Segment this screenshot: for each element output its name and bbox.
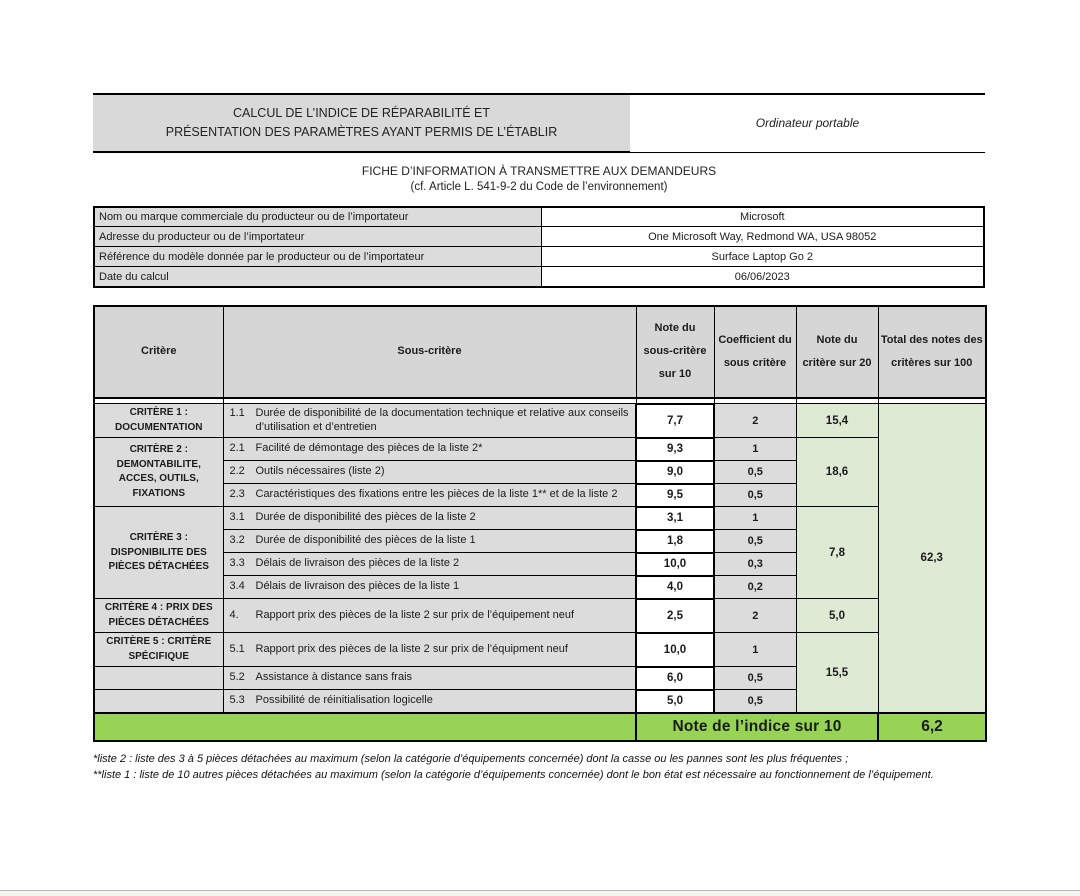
manufacturer-info-table (93, 206, 985, 288)
col-header-note-sur-20: Note du critère sur 20 (796, 306, 878, 398)
note-sur-10-cell: 9,5 (636, 484, 714, 507)
note-sur-10-cell: 9,3 (636, 438, 714, 461)
note-sur-10-cell: 10,0 (636, 553, 714, 576)
col-header-sous-critere: Sous-critère (223, 306, 636, 398)
final-score-label: Note de l’indice sur 10 (636, 713, 878, 741)
subcriterion-text: Caractéristiques des fixations entre les pièces de la liste 1** et de la liste 2 (255, 488, 618, 501)
subcriterion-text: Outils nécessaires (liste 2) (255, 465, 385, 478)
footnote-liste2: *liste 2 : liste des 3 à 5 pièces détachées au maximum (selon la catégorie d’équipements concernée) dont la casse ou les pannes sont les plus fréquentes ; (93, 752, 849, 765)
subcriterion-number: 5.1 (229, 642, 245, 655)
info-label: Référence du modèle donnée par le producteur ou de l’importateur (94, 247, 541, 267)
subcriterion-text: Facilité de démontage des pièces de la liste 2* (255, 442, 483, 455)
info-row-model (94, 247, 984, 267)
note-sur-10-cell: 2,5 (636, 599, 714, 633)
subcriterion-cell (223, 507, 636, 530)
note-sur-10-cell: 7,7 (636, 404, 714, 438)
subcriterion-cell (223, 553, 636, 576)
subcriterion-number: 5.2 (229, 671, 245, 684)
subcriterion-number: 5.3 (229, 694, 245, 707)
info-row-address (94, 227, 984, 247)
note-sur-10-cell: 9,0 (636, 461, 714, 484)
table-row (94, 599, 986, 633)
subcriterion-number: 3.2 (229, 534, 245, 547)
table-row (94, 404, 986, 438)
product-category-box (630, 93, 985, 153)
subcriterion-cell (223, 438, 636, 461)
document-page (93, 93, 985, 784)
criterion-2-label: CRITÈRE 2 : DEMONTABILITE, ACCES, OUTILS, FIXATIONS (94, 438, 223, 507)
subtitle-line1: FICHE D’INFORMATION À TRANSMETTRE AUX DEMANDEURS (361, 163, 717, 178)
subcriterion-text: Durée de disponibilité de la documentation technique et relative aux conseils d’utilisation et d’entretien (255, 407, 629, 433)
document-subtitle (93, 164, 985, 193)
subcriterion-cell (223, 576, 636, 599)
product-category-label: Ordinateur portable (755, 116, 860, 131)
final-score-empty-cell (94, 713, 636, 741)
subcriterion-text: Possibilité de réinitialisation logicelle (255, 694, 433, 707)
subcriterion-text: Rapport prix des pièces de la liste 2 sur prix de l’équipment neuf (255, 642, 568, 655)
coefficient-cell: 0,5 (714, 530, 796, 553)
subcriterion-number: 1.1 (229, 407, 245, 419)
info-row-name (94, 207, 984, 227)
coefficient-cell: 1 (714, 633, 796, 667)
subcriterion-text: Délais de livraison des pièces de la liste 1 (255, 580, 460, 593)
info-value: Surface Laptop Go 2 (541, 247, 984, 267)
subcriterion-cell (223, 599, 636, 633)
subcriterion-number: 3.4 (229, 580, 245, 593)
col-header-critere: Critère (94, 306, 223, 398)
subcriterion-text: Assistance à distance sans frais (255, 671, 413, 684)
note-sur-20-cell: 5,0 (796, 599, 878, 633)
criterion-5-label: CRITÈRE 5 : CRITÈRE SPÉCIFIQUE (94, 633, 223, 667)
subcriterion-number: 2.3 (229, 488, 245, 501)
final-score-row (94, 713, 986, 741)
subcriterion-cell (223, 461, 636, 484)
note-sur-20-cell: 15,5 (796, 633, 878, 713)
subcriterion-cell (223, 633, 636, 667)
subcriterion-text: Durée de disponibilité des pièces de la liste 1 (255, 534, 476, 547)
criterion-empty-cell (94, 690, 223, 713)
subcriterion-number: 2.1 (229, 442, 245, 455)
info-value: Microsoft (541, 207, 984, 227)
coefficient-cell: 2 (714, 599, 796, 633)
coefficient-cell: 0,5 (714, 461, 796, 484)
document-title-line1: CALCUL DE L’INDICE DE RÉPARABILITÉ ET (232, 106, 490, 120)
criteria-table (93, 305, 987, 742)
info-row-date (94, 267, 984, 287)
subcriterion-cell (223, 530, 636, 553)
subcriterion-text: Durée de disponibilité des pièces de la liste 2 (255, 511, 476, 524)
note-sur-10-cell: 3,1 (636, 507, 714, 530)
subtitle-line2: (cf. Article L. 541-9-2 du Code de l’environnement) (410, 180, 668, 193)
note-sur-20-cell: 18,6 (796, 438, 878, 507)
table-row (94, 633, 986, 667)
note-sur-20-cell: 15,4 (796, 404, 878, 438)
subcriterion-number: 2.2 (229, 465, 245, 478)
coefficient-cell: 0,3 (714, 553, 796, 576)
criterion-3-label: CRITÈRE 3 : DISPONIBILITE DES PIÈCES DÉTACHÉES (94, 507, 223, 599)
info-value: 06/06/2023 (541, 267, 984, 287)
window-bottom-edge (0, 890, 1080, 896)
subcriterion-number: 3.3 (229, 557, 245, 570)
footnotes (93, 751, 985, 784)
note-sur-10-cell: 6,0 (636, 667, 714, 690)
note-sur-10-cell: 1,8 (636, 530, 714, 553)
coefficient-cell: 0,5 (714, 667, 796, 690)
subcriterion-number: 4. (229, 608, 239, 621)
document-header (93, 93, 985, 153)
total-sur-100-cell: 62,3 (878, 404, 986, 713)
final-score-value: 6,2 (878, 713, 986, 741)
subcriterion-number: 3.1 (229, 511, 245, 524)
col-header-note-sur-10: Note du sous-critère sur 10 (636, 306, 714, 398)
subcriterion-cell (223, 690, 636, 713)
col-header-coefficient: Coefficient du sous critère (714, 306, 796, 398)
info-value: One Microsoft Way, Redmond WA, USA 98052 (541, 227, 984, 247)
criteria-table-header-row (94, 306, 986, 398)
note-sur-10-cell: 5,0 (636, 690, 714, 713)
coefficient-cell: 0,5 (714, 484, 796, 507)
note-sur-10-cell: 10,0 (636, 633, 714, 667)
footnote-liste1: **liste 1 : liste de 10 autres pièces détachées au maximum (selon la catégorie d’équipements concernée) dont le bon état est nécessaire au fonctionnement de l’équipement. (93, 769, 934, 782)
coefficient-cell: 2 (714, 404, 796, 438)
coefficient-cell: 0,2 (714, 576, 796, 599)
document-title-box (93, 93, 630, 153)
subcriterion-text: Rapport prix des pièces de la liste 2 sur prix de l’équipement neuf (255, 608, 575, 621)
col-header-total-sur-100: Total des notes des critères sur 100 (878, 306, 986, 398)
subcriterion-cell (223, 404, 636, 438)
info-label: Nom ou marque commerciale du producteur ou de l’importateur (94, 207, 541, 227)
note-sur-20-cell: 7,8 (796, 507, 878, 599)
subcriterion-text: Délais de livraison des pièces de la liste 2 (255, 557, 460, 570)
coefficient-cell: 1 (714, 507, 796, 530)
note-sur-10-cell: 4,0 (636, 576, 714, 599)
criterion-4-label: CRITÈRE 4 : PRIX DES PIÈCES DÉTACHÉES (94, 599, 223, 633)
document-title-line2: PRÉSENTATION DES PARAMÈTRES AYANT PERMIS DE L’ÉTABLIR (165, 125, 558, 140)
subcriterion-cell (223, 484, 636, 507)
criterion-empty-cell (94, 667, 223, 690)
coefficient-cell: 1 (714, 438, 796, 461)
subcriterion-cell (223, 667, 636, 690)
criterion-1-label: CRITÈRE 1 : DOCUMENTATION (94, 404, 223, 438)
info-label: Date du calcul (94, 267, 541, 287)
coefficient-cell: 0,5 (714, 690, 796, 713)
table-row (94, 438, 986, 461)
info-label: Adresse du producteur ou de l’importateur (94, 227, 541, 247)
table-row (94, 507, 986, 530)
